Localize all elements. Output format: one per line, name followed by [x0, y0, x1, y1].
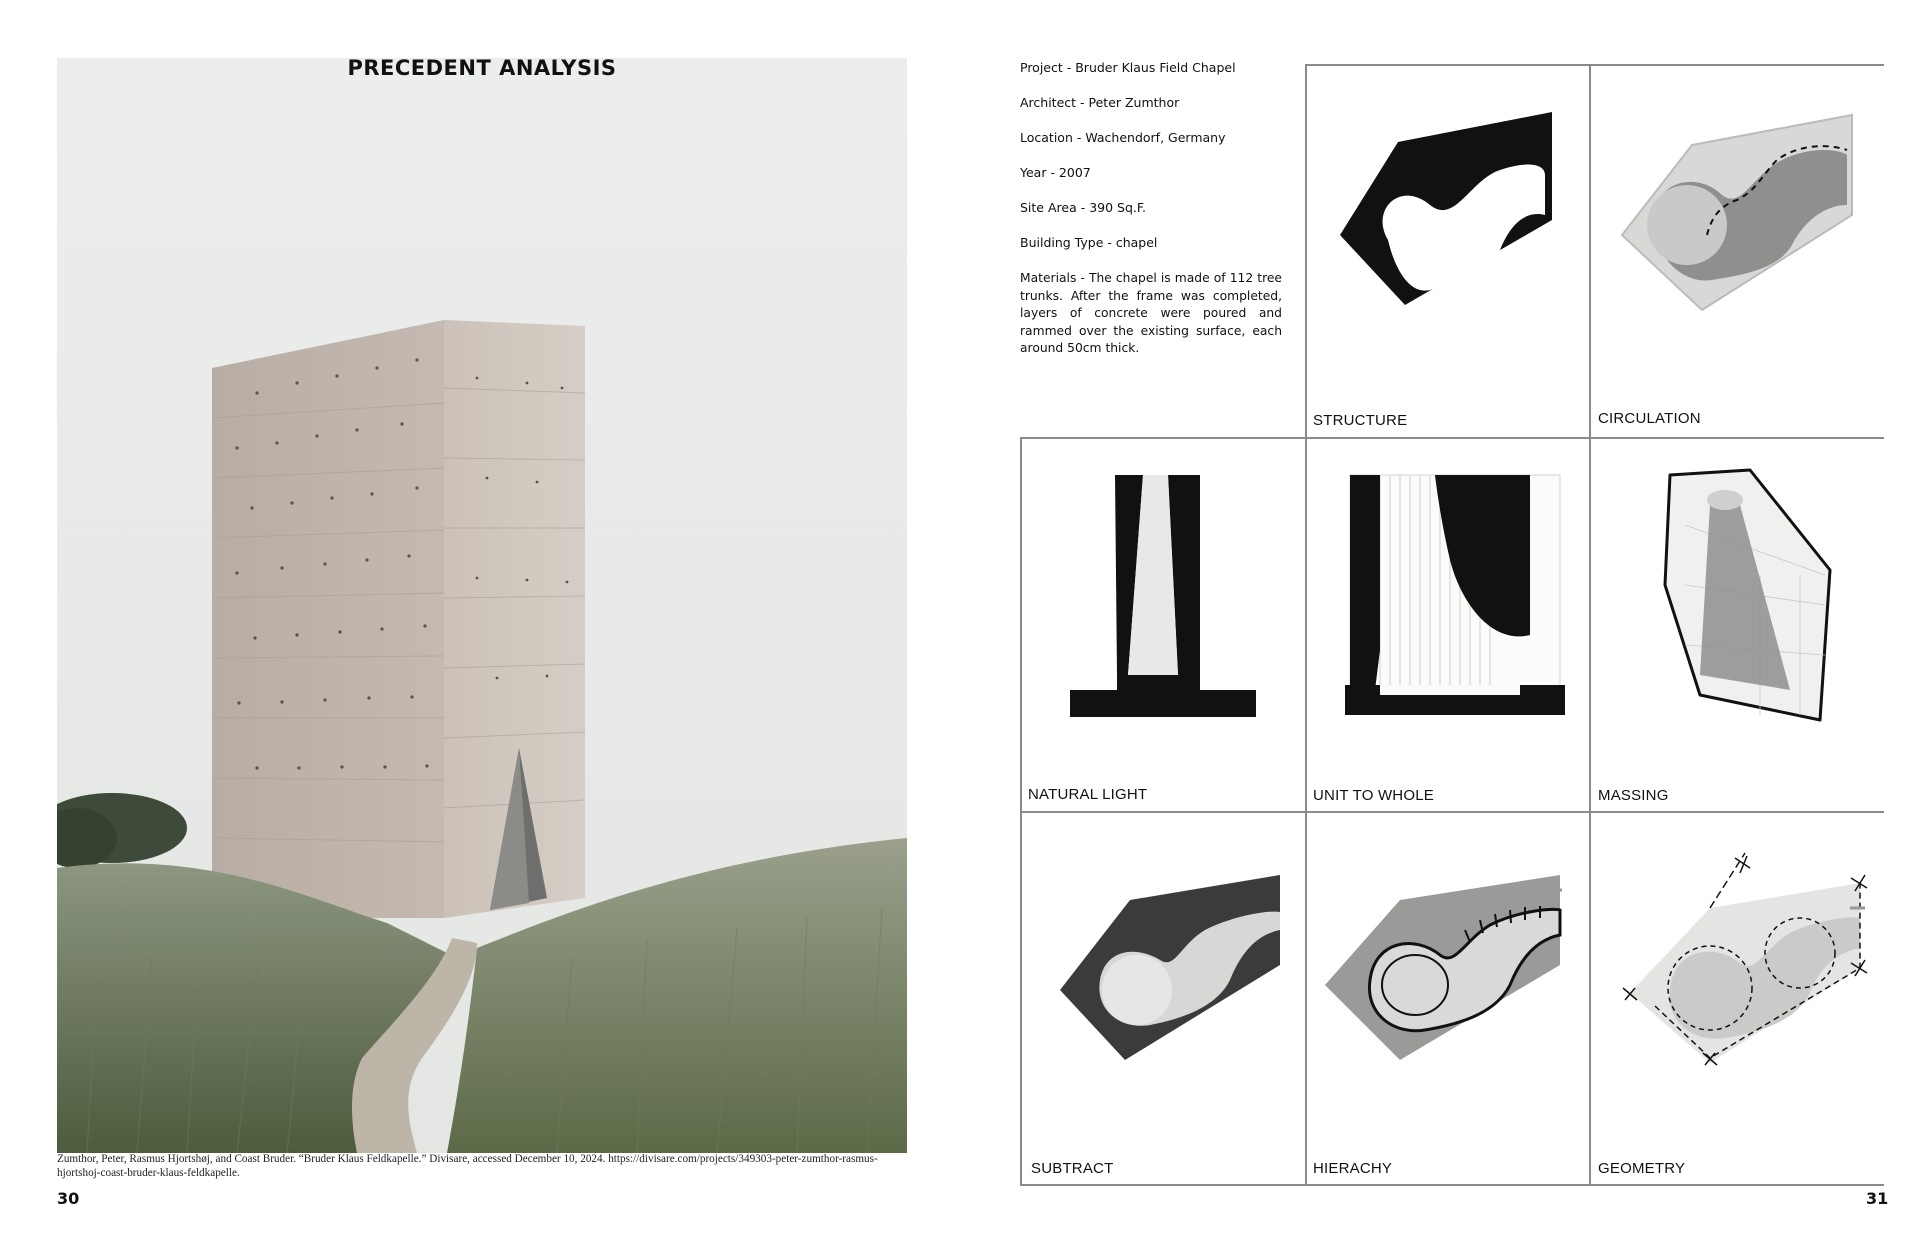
- unit-to-whole-diagram: [1340, 470, 1570, 730]
- label-circulation: CIRCULATION: [1598, 410, 1701, 427]
- label-geometry: GEOMETRY: [1598, 1160, 1686, 1177]
- geometry-diagram: [1615, 848, 1875, 1083]
- project-info: [1020, 60, 1282, 358]
- subtract-diagram: [1055, 870, 1295, 1070]
- page-title: PRECEDENT ANALYSIS: [347, 56, 617, 80]
- massing-diagram: [1640, 465, 1840, 730]
- site-area: Site Area - 390 Sq.F.: [1020, 200, 1147, 215]
- year: Year - 2007: [1020, 165, 1091, 180]
- structure-diagram: [1330, 100, 1580, 320]
- grid-h-1: [1020, 437, 1884, 439]
- natural-light-diagram: [1065, 470, 1265, 730]
- grid-h-2: [1020, 811, 1884, 813]
- label-hierarchy: HIERACHY: [1313, 1160, 1393, 1177]
- circulation-diagram: [1612, 105, 1862, 315]
- chapel-photo: [57, 58, 907, 1153]
- grid-v-1: [1020, 437, 1022, 1186]
- label-structure: STRUCTURE: [1313, 412, 1408, 429]
- materials: Materials - The chapel is made of 112 tree trunks. After the frame was completed, layers of concrete were poured and rammed over the existing surface, each around 50cm thick.: [1020, 271, 1282, 355]
- label-unit-to-whole: UNIT TO WHOLE: [1313, 787, 1434, 804]
- architect: Architect - Peter Zumthor: [1020, 95, 1180, 110]
- hierarchy-diagram: [1320, 870, 1570, 1070]
- photo-caption: Zumthor, Peter, Rasmus Hjortshøj, and Coast Bruder. “Bruder Klaus Feldkapelle.” Divisare, accessed December 10, 2024. https://divisare.com/projects/349303-peter-zumthor-rasmus-hjortshoj-coast-bruder-klaus-feldkapelle.: [57, 1153, 878, 1179]
- grid-v-3: [1589, 64, 1591, 1186]
- grid-h-top: [1307, 64, 1884, 66]
- label-massing: MASSING: [1598, 787, 1669, 804]
- label-natural-light: NATURAL LIGHT: [1028, 786, 1148, 803]
- location: Location - Wachendorf, Germany: [1020, 130, 1226, 145]
- label-subtract: SUBTRACT: [1031, 1160, 1114, 1177]
- project-name: Project - Bruder Klaus Field Chapel: [1020, 60, 1236, 75]
- page-number-right: 31: [1866, 1189, 1889, 1208]
- grid-v-2: [1305, 64, 1307, 1186]
- building-type: Building Type - chapel: [1020, 235, 1158, 250]
- page-number-left: 30: [57, 1189, 80, 1208]
- grid-h-bottom: [1020, 1184, 1884, 1186]
